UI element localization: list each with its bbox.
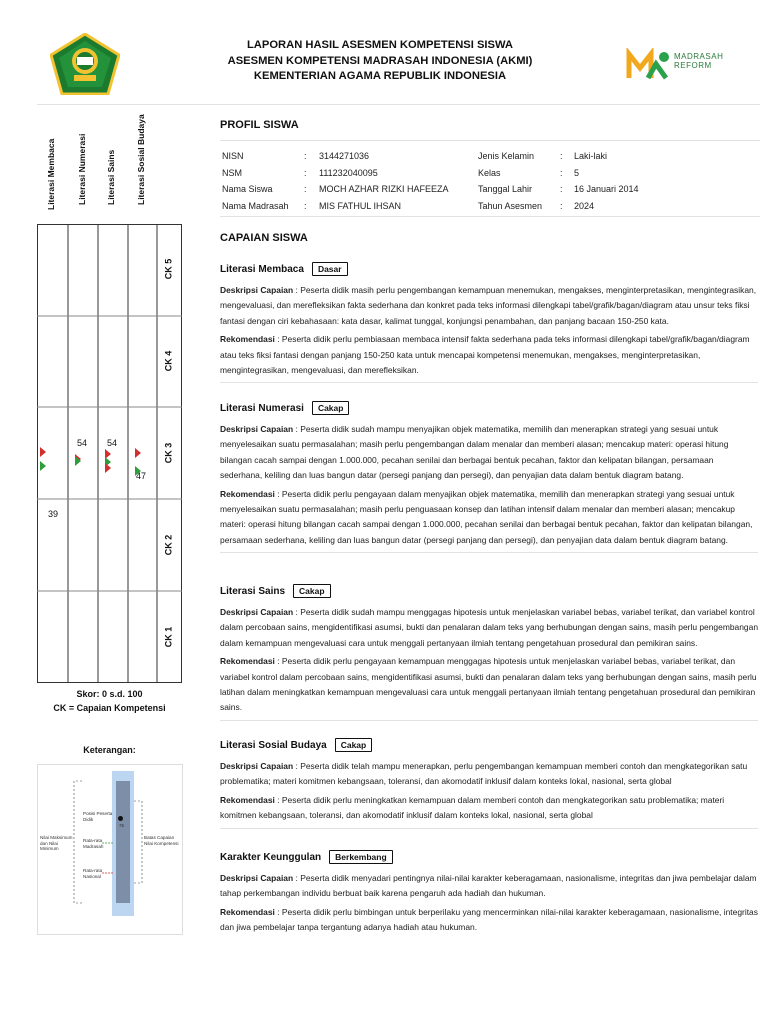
header-divider (37, 104, 760, 105)
level-badge: Cakap (293, 584, 331, 598)
colon: : (560, 201, 563, 211)
colon: : (560, 151, 563, 161)
deskripsi-capaian: Deskripsi Capaian : Peserta didik telah mampu menerapkan, perlu pengembangan kemampuan memberi contoh dan mengkategorikan satu problematika; materi komitmen kebangsaan, toleransi, dan akomodatif inklusif dalam konteks lokal, nasional, serta global (220, 761, 748, 787)
subject-block-literasi-sosial-budaya (220, 737, 758, 829)
profile-value: 111232040095 (319, 168, 378, 178)
legend-rata-madrasah: Rata-rata Madrasah (83, 838, 104, 849)
colon: : (560, 184, 563, 194)
profile-value: MOCH AZHAR RIZKI HAFEEZA (319, 184, 449, 194)
subject-block-literasi-membaca (220, 261, 758, 383)
header-line-2: ASESMEN KOMPETENSI MADRASAH INDONESIA (AKMI) (227, 54, 533, 67)
profile-value: Laki-laki (574, 151, 608, 161)
madrasah-reform-logo (626, 48, 756, 82)
colon: : (304, 201, 307, 211)
subject-block-karakter-keunggulan (220, 849, 758, 937)
profile-label: Tahun Asesmen (478, 201, 543, 211)
subject-name: Literasi Numerasi (220, 402, 304, 414)
madrasah-marker (40, 461, 46, 471)
capaian-title: CAPAIAN SISWA (220, 232, 308, 244)
level-badge: Cakap (335, 738, 373, 752)
profile-label: Kelas (478, 168, 501, 178)
deskripsi-capaian: Deskripsi Capaian : Peserta didik masih perlu pengembangan kemampuan menemukan, mengakses, menginterpretasikan, mengintegrasikan, mengevaluasi, dan merefleksikan fakta sederhana dan konkret pada teks informasi dilengkapi tabel/grafik/bagan/diagram atau unsur teks fiksi fantasi dengan ciri kebahasaan: kata dasar, kalimat tunggal, konjungsi penambahan, dan panjang bacaan 150-250 kata. (220, 285, 757, 326)
subject-block-literasi-numerasi (220, 400, 758, 553)
ck-caption: CK = Capaian Kompetensi (53, 703, 166, 713)
madrasah-marker (135, 466, 141, 476)
logo-text-reform: REFORM (674, 61, 712, 70)
level-badge: Cakap (312, 401, 350, 415)
rekomendasi: Rekomendasi : Peserta didik perlu bimbingan untuk berperilaku yang mencerminkan nilai-nilai karakter keberagamaan, nasionalisme, integritas dan jiwa pembelajar tanpa tergantung adanya hadiah atau hukuman. (220, 906, 758, 933)
legend-posisi: Posisi Peserta Didik (83, 811, 113, 822)
column-header: Literasi Sosial Budaya (136, 114, 146, 205)
profile-label: Tanggal Lahir (478, 184, 533, 194)
legend-max-min: Nilai Maksimum dan Nilai Minimum (40, 835, 73, 851)
ck-level-label: CK 3 (163, 442, 174, 464)
legend-title: Keterangan: (83, 745, 136, 755)
column-header: Literasi Sains (106, 149, 116, 205)
profile-value: 2024 (574, 201, 595, 211)
nasional-marker (135, 448, 141, 458)
colon: : (304, 184, 307, 194)
level-badge: Berkembang (329, 850, 393, 864)
nasional-marker (40, 447, 46, 457)
capaian-chart (37, 224, 182, 683)
colon: : (304, 168, 307, 178)
column-header: Literasi Membaca (46, 138, 56, 210)
score-value: 54 (107, 437, 118, 448)
colon: : (304, 151, 307, 161)
score-value: 39 (48, 509, 59, 520)
profile-label: Jenis Kelamin (478, 151, 535, 161)
legend-rata-nasional: Rata-rata Nasional (83, 868, 103, 879)
header-line-1: LAPORAN HASIL ASESMEN KOMPETENSI SISWA (246, 39, 514, 51)
logo-text-madrasah: MADRASAH (674, 52, 724, 61)
legend-box (37, 764, 183, 935)
rekomendasi: Rekomendasi : Peserta didik perlu pengayaan dalam menyajikan objek matematika, memilih dan menerapkan strategi yang sesuai untuk menyelesaikan suatu permasalahan; masih perlu penguasaan konsep dan latihan intensif dalam menalar dan memberi alasan; mencakup materi: operasi hitung bilangan cacah sampai dengan 1.000.000, pecahan senilai dan berbagai bentuk pecahan, faktor dan kelipatan bilangan, persamaan sederhana, keliling dan luas bangun datar (persegi panjang dan persegi), dan penyajian data dalam bentuk diagram batang. (220, 488, 753, 545)
ck-level-label: CK 4 (163, 350, 174, 372)
legend-sample-value: 75 (119, 823, 125, 828)
profile-label: NSM (222, 168, 242, 178)
madrasah-marker (75, 456, 81, 466)
level-badge: Dasar (312, 262, 348, 276)
profile-value: MIS FATHUL IHSAN (319, 201, 402, 211)
profile-label: NISN (222, 151, 244, 161)
deskripsi-capaian: Deskripsi Capaian : Peserta didik sudah mampu menyajikan objek matematika, memilih dan menerapkan strategi yang sesuai untuk menyelesaikan suatu permasalahan; masih perlu pengembangan dalam menalar dan memberi alasan; mencakup materi: operasi hitung bilangan cacah sampai dengan 1.000.000, pecahan senilai dan berbagai bentuk pecahan, faktor dan kelipatan bilangan, persamaan sederhana, keliling dan luas bangun datar (persegi panjang dan persegi), dan penyajian data dalam bentuk diagram batang. (220, 424, 729, 481)
subject-name: Literasi Sains (220, 585, 286, 597)
rekomendasi: Rekomendasi : Peserta didik perlu pembiasaan membaca intensif fakta sederhana pada teks informasi dilengkapi tabel/grafik/bagan/diagram atau teks fiksi fantasi dengan panjang 150-250 kata untuk mencapai kompetensi menemukan, mengakses, menginterpretasikan, mengintegrasikan, mengevaluasi, dan merefleksikan. (220, 334, 750, 376)
rekomendasi: Rekomendasi : Peserta didik perlu pengayaan kemampuan menggagas hipotesis untuk menjelaskan variabel bebas, variabel terikat, dan variabel kontrol dalam percobaan sains, mengidentifikasi asumsi, bukti dan penalaran dalam teks yang berhubungan dengan sains, masih perlu latihan dalam meningkatkan kemampuan mengevaluasi cara untuk menggali pertanyaan ilmiah tentang pengetahuan prosedural dan pemikiran sains. (220, 656, 757, 713)
nasional-marker (105, 463, 111, 473)
column-header: Literasi Numerasi (77, 133, 87, 205)
score-value: 54 (77, 437, 88, 448)
deskripsi-capaian: Deskripsi Capaian : Peserta didik menyadari pentingnya nilai-nilai karakter keberagamaan, nasionalisme, integritas dan jiwa pembelajar dalam tahap perkembangan individu berbuat baik karena pengaruh ada hadiah dan hukuman. (220, 873, 757, 899)
score-value: 47 (136, 470, 147, 481)
colon: : (560, 168, 563, 178)
score-caption: Skor: 0 s.d. 100 (76, 689, 143, 699)
subject-name: Literasi Sosial Budaya (220, 739, 327, 751)
profile-label: Nama Madrasah (222, 201, 289, 211)
ck-level-label: CK 2 (163, 534, 174, 556)
subject-block-literasi-sains (220, 583, 758, 721)
profile-value: 16 Januari 2014 (574, 184, 639, 194)
deskripsi-capaian: Deskripsi Capaian : Peserta didik sudah mampu menggagas hipotesis untuk menjelaskan variabel bebas, variabel terikat, dan variabel kontrol dalam percobaan sains, mengidentifikasi asumsi, bukti dan penalaran dalam teks yang berhubungan dengan sains, masih perlu pengembangan dalam kemampuan mengevaluasi cara untuk menggali pertanyaan ilmiah tentang pengetahuan prosedural dan pemikiran sains. (220, 607, 759, 648)
subject-name: Karakter Keunggulan (220, 851, 322, 863)
header-line-3: KEMENTERIAN AGAMA REPUBLIK INDONESIA (253, 70, 507, 82)
profile-label: Nama Siswa (222, 184, 273, 194)
subject-name: Literasi Membaca (220, 263, 304, 275)
profile-divider (220, 140, 760, 141)
ck-level-label: CK 5 (163, 258, 174, 280)
legend-batas: Batas Capaian Nilai Kompetensi (144, 835, 179, 846)
rekomendasi: Rekomendasi : Peserta didik perlu meningkatkan kemampuan dalam memberi contoh dan mengkategorikan satu problematika; materi komitmen kebangsaan, toleransi, dan akomodatif inklusif dalam konteks lokal, nasional, serta global (220, 794, 725, 821)
profile-title: PROFIL SISWA (220, 119, 299, 131)
profile-value: 3144271036 (319, 151, 370, 161)
kemenag-logo (50, 33, 120, 95)
profile-value: 5 (574, 168, 580, 178)
profile-bottom-divider (220, 216, 760, 217)
ck-level-label: CK 1 (163, 626, 174, 648)
report-header (180, 38, 580, 85)
